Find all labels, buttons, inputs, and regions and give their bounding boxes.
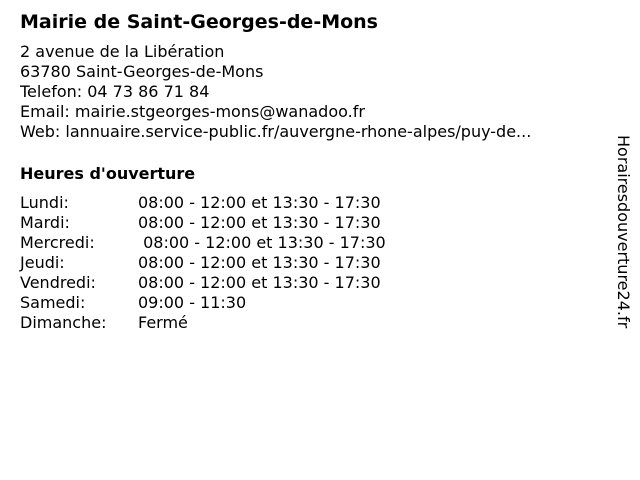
time-range: 09:00 - 11:30 <box>138 293 247 312</box>
day-label: Vendredi: <box>20 273 96 292</box>
hours-row-thursday <box>20 253 600 273</box>
phone-link[interactable]: 04 73 86 71 84 <box>87 82 210 101</box>
email-label: Email: <box>20 102 70 121</box>
web-label: Web: <box>20 122 61 141</box>
day-label: Mardi: <box>20 213 70 232</box>
web-link[interactable]: lannuaire.service-public.fr/auvergne-rhone-alpes/puy-de... <box>65 122 532 141</box>
day-label: Samedi: <box>20 293 86 312</box>
day-label: Jeudi: <box>20 253 65 272</box>
hours-row-wednesday <box>20 233 600 253</box>
time-range: 08:00 - 12:00 et 13:30 - 17:30 <box>138 273 381 292</box>
opening-hours-heading: Heures d'ouverture <box>20 164 196 183</box>
place-title: Mairie de Saint-Georges-de-Mons <box>20 11 378 33</box>
day-label: Mercredi: <box>20 233 95 252</box>
place-card <box>20 10 600 333</box>
phone-line <box>20 82 600 102</box>
email-link[interactable]: mairie.stgeorges-mons@wanadoo.fr <box>74 102 365 121</box>
day-label: Dimanche: <box>20 313 107 332</box>
email-line <box>20 102 600 122</box>
hours-row-saturday <box>20 293 600 313</box>
site-brand-vertical: Horairesdouverture24.fr <box>614 135 633 329</box>
hours-row-sunday <box>20 313 600 333</box>
hours-row-monday <box>20 193 600 213</box>
city-line: 63780 Saint-Georges-de-Mons <box>20 62 264 81</box>
day-label: Lundi: <box>20 193 69 212</box>
opening-hours-table <box>20 193 600 333</box>
time-range: Fermé <box>138 313 188 332</box>
hours-row-tuesday <box>20 213 600 233</box>
time-range: 08:00 - 12:00 et 13:30 - 17:30 <box>138 253 381 272</box>
time-range: 08:00 - 12:00 et 13:30 - 17:30 <box>138 193 381 212</box>
time-range: 08:00 - 12:00 et 13:30 - 17:30 <box>138 233 386 252</box>
phone-label: Telefon: <box>20 82 83 101</box>
hours-row-friday <box>20 273 600 293</box>
street-address: 2 avenue de la Libération <box>20 42 225 61</box>
web-line <box>20 122 600 142</box>
time-range: 08:00 - 12:00 et 13:30 - 17:30 <box>138 213 381 232</box>
